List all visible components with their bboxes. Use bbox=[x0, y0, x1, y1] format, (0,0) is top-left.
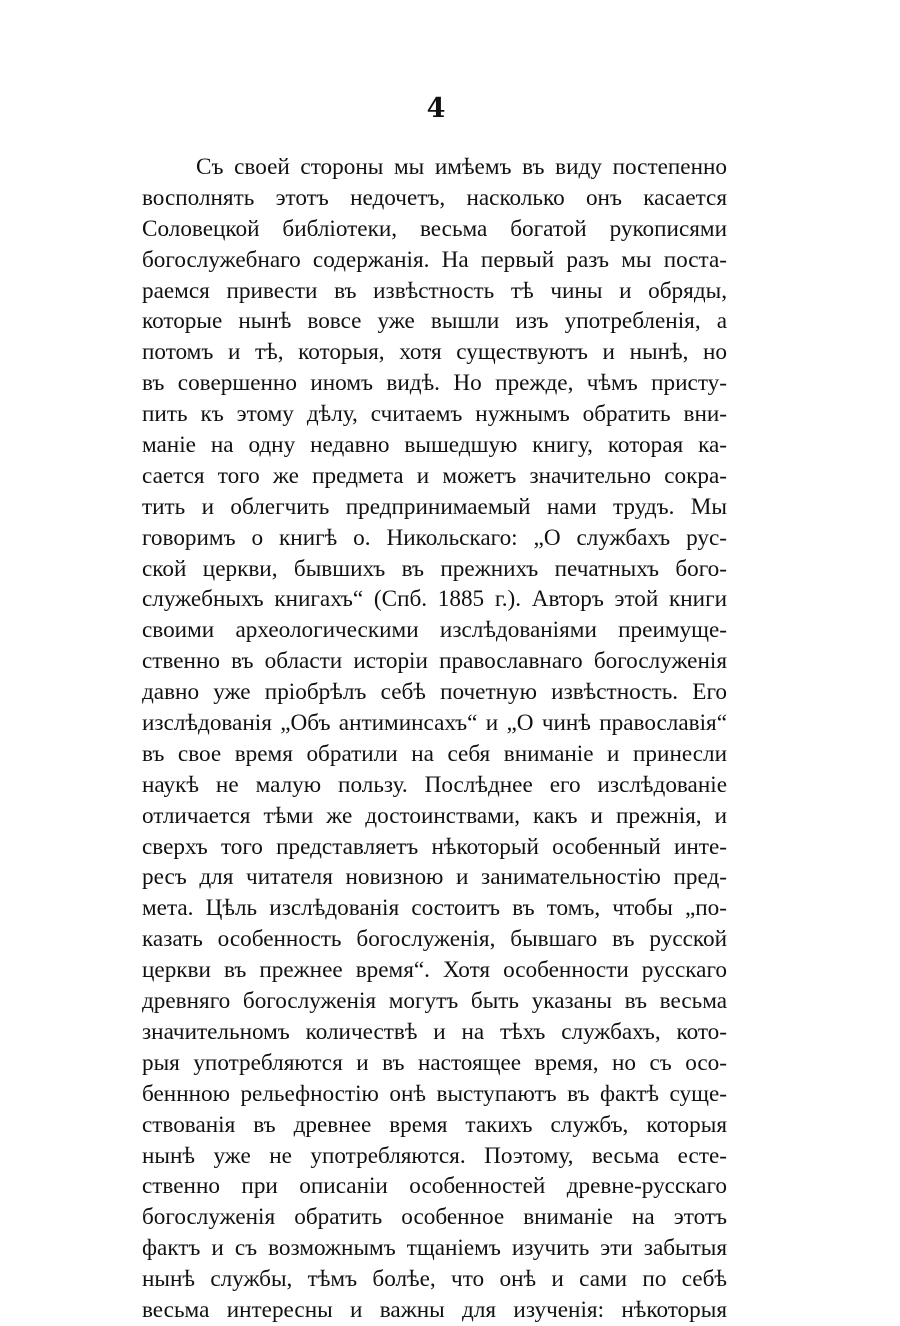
text-line: богослужебнаго содержанія. На первый разъ мы поста- bbox=[142, 246, 727, 273]
text-line: ственно въ области исторіи православнаго богослуженія bbox=[142, 648, 727, 675]
text-line: которые нынѣ вовсе уже вышли изъ употребленія, а bbox=[142, 308, 727, 335]
text-line: говоримъ о книгѣ о. Никольскаго: „О службахъ рус- bbox=[142, 524, 727, 551]
text-line: казать особенность богослуженія, бывшаго въ русской bbox=[142, 926, 727, 953]
text-line: сается того же предмета и можетъ значительно сокра- bbox=[142, 462, 727, 489]
text-line: маніе на одну недавно вышедшую книгу, которая ка- bbox=[142, 432, 727, 459]
text-line: раемся привести въ извѣстность тѣ чины и обряды, bbox=[142, 277, 727, 304]
text-line: Соловецкой библіотеки, весьма богатой рукописями bbox=[142, 215, 727, 242]
text-line: церкви въ прежнее время“. Хотя особенности русскаго bbox=[142, 957, 727, 984]
text-line: сверхъ того представляетъ нѣкоторый особенный инте- bbox=[142, 833, 727, 860]
text-line: служебныхъ книгахъ“ (Спб. 1885 г.). Авторъ этой книги bbox=[142, 586, 727, 613]
page-number: 4 bbox=[426, 93, 446, 124]
text-line: изслѣдованія „Объ антиминсахъ“ и „О чинѣ православія“ bbox=[142, 710, 727, 737]
text-line: ресъ для читателя новизною и занимательностію пред- bbox=[142, 864, 727, 891]
text-line: нынѣ уже не употребляются. Поэтому, весьма есте- bbox=[142, 1142, 727, 1169]
text-line: значительномъ количествѣ и на тѣхъ службахъ, кото- bbox=[142, 1018, 727, 1045]
text-line: богослуженія обратить особенное вниманіе на этотъ bbox=[142, 1204, 727, 1231]
text-line: мета. Цѣль изслѣдованія состоитъ въ томъ, чтобы „по- bbox=[142, 895, 727, 922]
text-line: Съ своей стороны мы имѣемъ въ виду постепенно bbox=[196, 154, 727, 180]
text-line: ской церкви, бывшихъ въ прежнихъ печатныхъ бого- bbox=[142, 555, 727, 582]
text-line: ствованія въ древнее время такихъ службъ, которыя bbox=[142, 1111, 727, 1138]
text-line: наукѣ не малую пользу. Послѣднее его изслѣдованіе bbox=[142, 771, 727, 798]
text-line: отличается тѣми же достоинствами, какъ и прежнія, и bbox=[142, 802, 727, 829]
text-line: беннною рельефностію онѣ выступаютъ въ фактѣ суще- bbox=[142, 1080, 727, 1107]
text-line: пить къ этому дѣлу, считаемъ нужнымъ обратить вни- bbox=[142, 401, 727, 428]
text-line: восполнять этотъ недочетъ, насколько онъ касается bbox=[142, 184, 727, 211]
text-line: своими археологическими изслѣдованіями преимуще- bbox=[142, 617, 727, 644]
text-line: древняго богослуженія могутъ быть указаны въ весьма bbox=[142, 988, 727, 1015]
text-line: нынѣ службы, тѣмъ болѣе, что онѣ и сами по себѣ bbox=[142, 1266, 727, 1293]
text-line: тить и облегчить предпринимаемый нами трудъ. Мы bbox=[142, 493, 727, 520]
text-line: давно уже пріобрѣлъ себѣ почетную извѣстность. Его bbox=[142, 679, 727, 706]
text-line: въ совершенно иномъ видѣ. Но прежде, чѣмъ присту- bbox=[142, 370, 727, 397]
text-line: рыя употребляются и въ настоящее время, но съ осо- bbox=[142, 1049, 727, 1076]
text-line: фактъ и съ возможнымъ тщаніемъ изучить эти забытыя bbox=[142, 1235, 727, 1262]
body-text bbox=[142, 152, 727, 1326]
text-line: весьма интересны и важны для изученія: нѣкоторыя bbox=[142, 1296, 727, 1323]
text-line: ственно при описаніи особенностей древне-русскаго bbox=[142, 1173, 727, 1200]
text-line: въ свое время обратили на себя вниманіе и принесли bbox=[142, 740, 727, 767]
text-line: потомъ и тѣ, которыя, хотя существуютъ и нынѣ, но bbox=[142, 339, 727, 366]
